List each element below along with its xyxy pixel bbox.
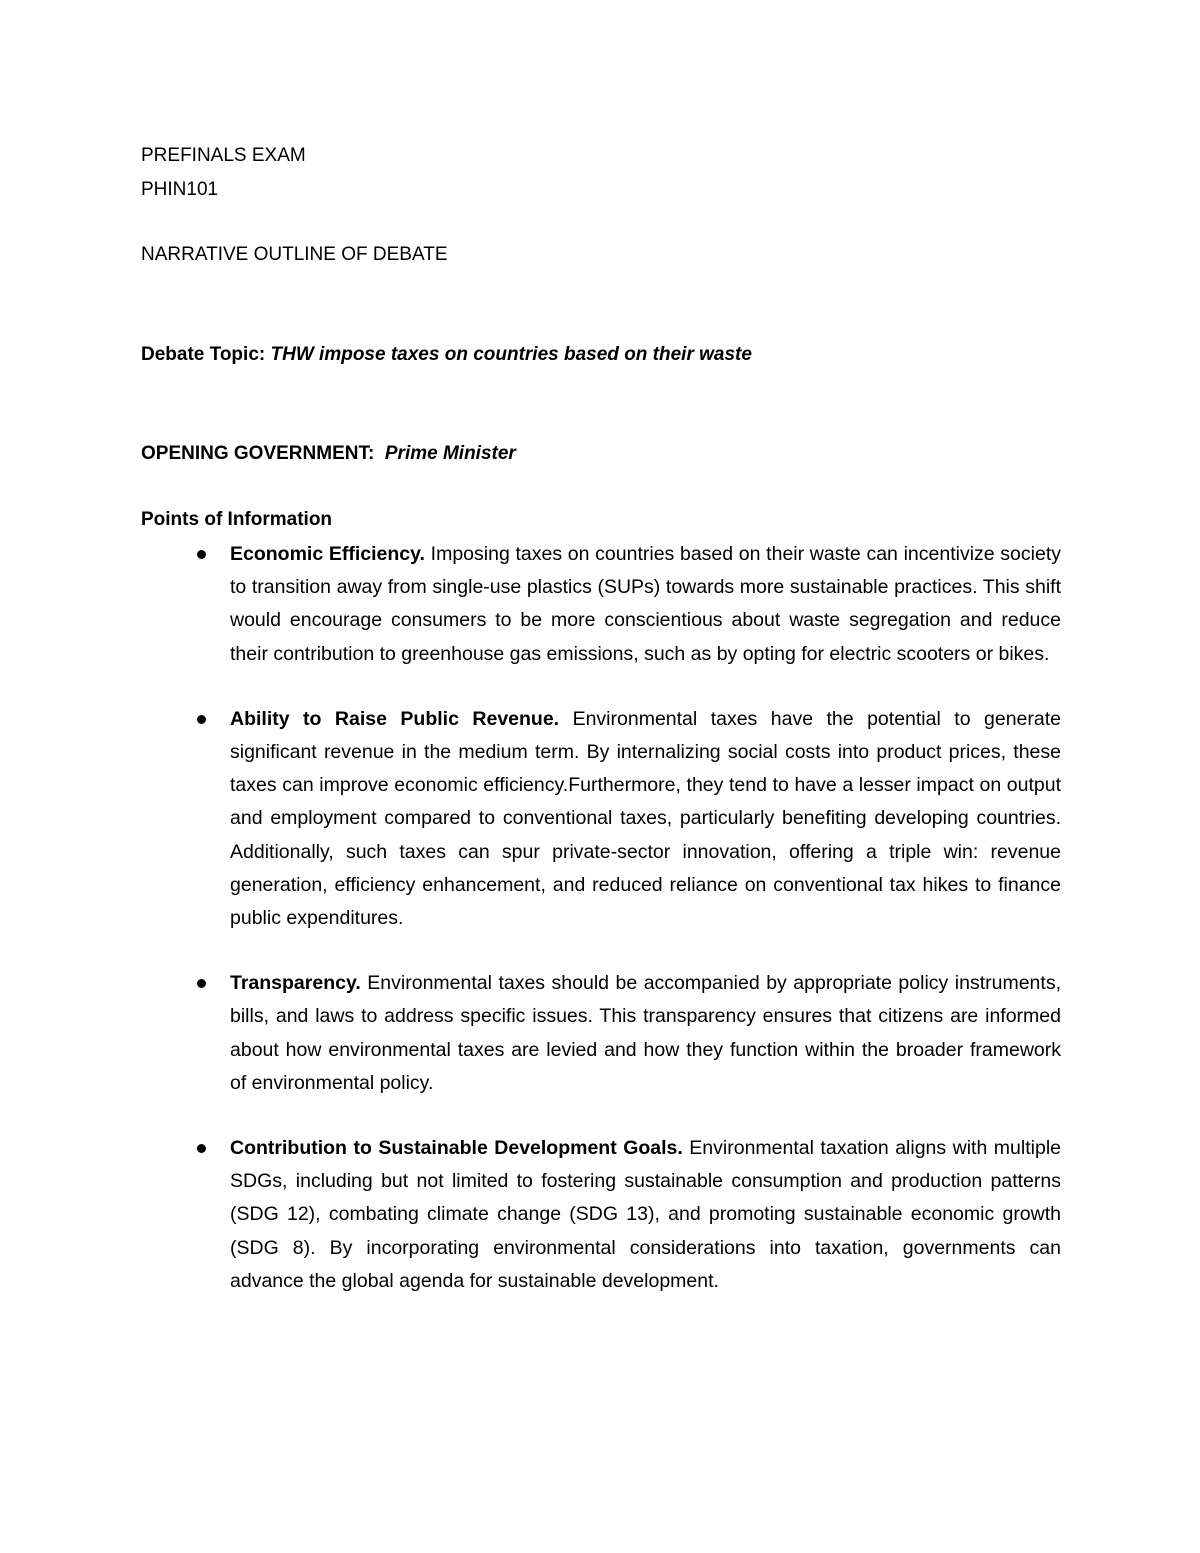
- point-title: Ability to Raise Public Revenue.: [230, 707, 560, 730]
- bullet-icon: [197, 979, 206, 988]
- point-body: Environmental taxation aligns with multiple SDGs, including but not limited to fostering sustainable consumption and production patterns (SDG 12), combating climate change (SDG 13), and promoting sustainable economic growth (SDG 8). By incorporating environmental considerations into taxation, governments can advance the global agenda for sustainable development.: [230, 1137, 1061, 1292]
- exam-title: PREFINALS EXAM: [141, 145, 306, 166]
- list-item: [141, 1132, 1061, 1298]
- debate-topic-text: THW impose taxes on countries based on their waste: [270, 344, 752, 365]
- points-list: [141, 538, 1061, 1330]
- point-body: Imposing taxes on countries based on their waste can incentivize society to transition away from single-use plastics (SUPs) towards more sustainable practices. This shift would encourage consumers to be more conscientious about waste segregation and reduce their contribution to greenhouse gas emissions, such as by opting for electric scooters or bikes.: [230, 543, 1061, 665]
- list-item: [141, 967, 1061, 1100]
- bullet-icon: [197, 550, 206, 559]
- point-title: Transparency.: [230, 972, 361, 995]
- speaker-name: Prime Minister: [384, 443, 516, 464]
- point-body: Environmental taxes should be accompanied by appropriate policy instruments, bills, and laws to address specific issues. This transparency ensures that citizens are informed about how environmental taxes are levied and how they function within the broader framework of environmental policy.: [230, 972, 1061, 1094]
- points-heading: Points of Information: [141, 509, 333, 530]
- bullet-icon: [197, 715, 206, 724]
- course-code: PHIN101: [141, 179, 219, 200]
- team-label: OPENING GOVERNMENT:: [141, 443, 375, 464]
- list-item: [141, 703, 1061, 935]
- debate-topic-label: Debate Topic:: [141, 344, 266, 365]
- speaker-role: [141, 442, 516, 466]
- bullet-icon: [197, 1144, 206, 1153]
- list-item: [141, 538, 1061, 671]
- point-body: Environmental taxes have the potential to generate significant revenue in the medium term. By internalizing social costs into product prices, these taxes can improve economic efficiency.Furthermore, they tend to have a lesser impact on output and employment compared to conventional taxes, particularly benefiting developing countries. Additionally, such taxes can spur private-sector innovation, offering a triple win: revenue generation, efficiency enhancement, and reduced reliance on conventional tax hikes to finance public expenditures.: [230, 707, 1061, 930]
- point-title: Economic Efficiency.: [230, 543, 425, 565]
- debate-topic: [141, 343, 752, 367]
- outline-title: NARRATIVE OUTLINE OF DEBATE: [141, 244, 448, 265]
- point-title: Contribution to Sustainable Development Goals.: [230, 1137, 683, 1160]
